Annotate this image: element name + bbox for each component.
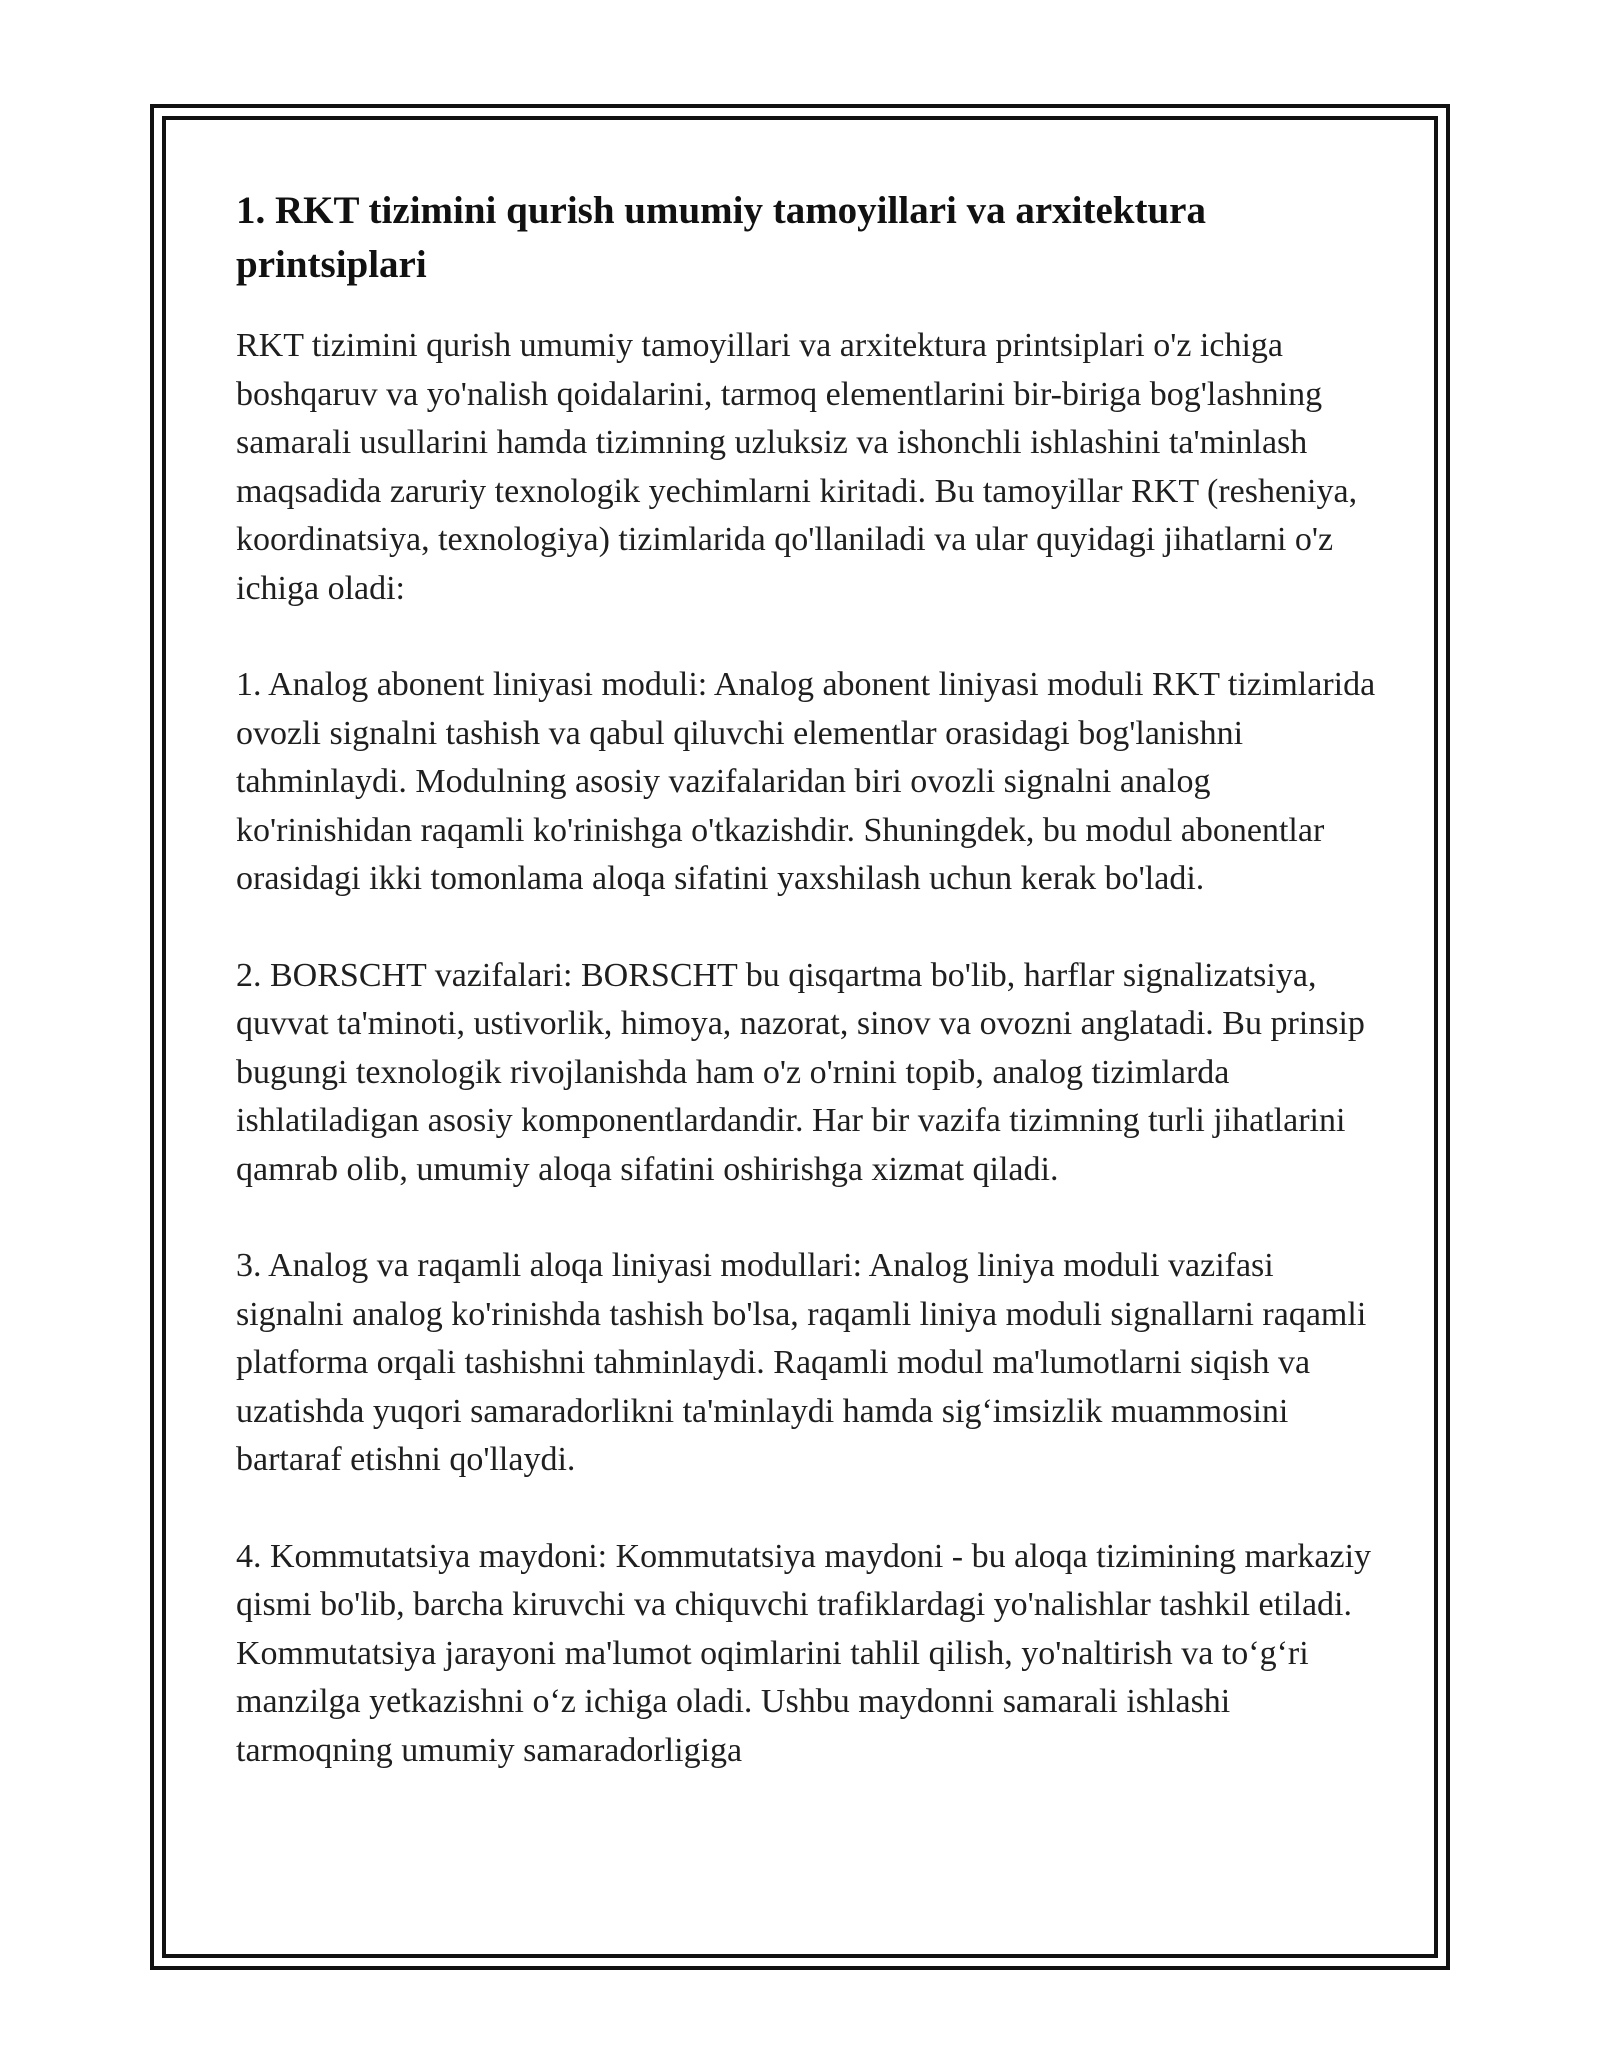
paragraph-switching-field: 4. Kommutatsiya maydoni: Kommutatsiya maydoni - bu aloqa tizimining markaziy qismi bo'lib, barcha kiruvchi va chiquvchi trafiklardagi yo'nalishlar tashkil etiladi. Kommutatsiya jarayoni ma'lumot oqimlarini tahlil qilish, yo'naltirish va to‘g‘ri manzilga yetkazishni o‘z ichiga oladi. Ushbu maydonni samarali ishlashi tarmoqning umumiy samaradorligiga — [236, 1537, 1372, 1769]
document-body — [236, 184, 1376, 1823]
intro-paragraph: RKT tizimini qurish umumiy tamoyillari va arxitektura printsiplari o'z ichiga boshqaruv va yo'nalish qoidalarini, tarmoq elementlarini bir-biriga bog'lashning samarali usullarini hamda tizimning uzluksiz va ishonchli ishlashini ta'minlash maqsadida zaruriy texnologik yechimlarni kiritadi. Bu tamoyillar RKT (resheniya, koordinatsiya, texnologiya) tizimlarida qo'llaniladi va ular quyidagi jihatlarni o'z ichiga oladi: — [236, 327, 1358, 607]
paragraph-analog-subscriber-module: 1. Analog abonent liniyasi moduli: Analog abonent liniyasi moduli RKT tizimlarida ovozli signalni tashish va qabul qiluvchi elementlar orasidagi bog'lanishni tahminlaydi. Modulning asosiy vazifalaridan biri ovozli signalni analog ko'rinishidan raqamli ko'rinishga o'tkazishdir. Shuningdek, bu modul abonentlar orasidagi ikki tomonlama aloqa sifatini yaxshilash uchun kerak bo'ladi. — [236, 666, 1376, 897]
paragraph-line-modules: 3. Analog va raqamli aloqa liniyasi modullari: Analog liniya moduli vazifasi signalni analog ko'rinishda tashish bo'lsa, raqamli liniya moduli signallarni raqamli platforma orqali tashishni tahminlaydi. Raqamli modul ma'lumotlarni siqish va uzatishda yuqori samaradorlikni ta'minlaydi hamda sig‘imsizlik muammosini bartaraf etishni qo'llaydi. — [236, 1247, 1367, 1478]
paragraph-borscht-functions: 2. BORSCHT vazifalari: BORSCHT bu qisqartma bo'lib, harflar signalizatsiya, quvvat ta'minoti, ustivorlik, himoya, nazorat, sinov va ovozni anglatadi. Bu prinsip bugungi texnologik rivojlanishda ham o'z o'rnini topib, analog tizimlarda ishlatiladigan asosiy komponentlardandir. Har bir vazifa tizimning turli jihatlarini qamrab olib, umumiy aloqa sifatini oshirishga xizmat qiladi. — [236, 956, 1365, 1188]
section-heading: 1. RKT tizimini qurish umumiy tamoyillari va arxitektura printsiplari — [236, 189, 1206, 286]
